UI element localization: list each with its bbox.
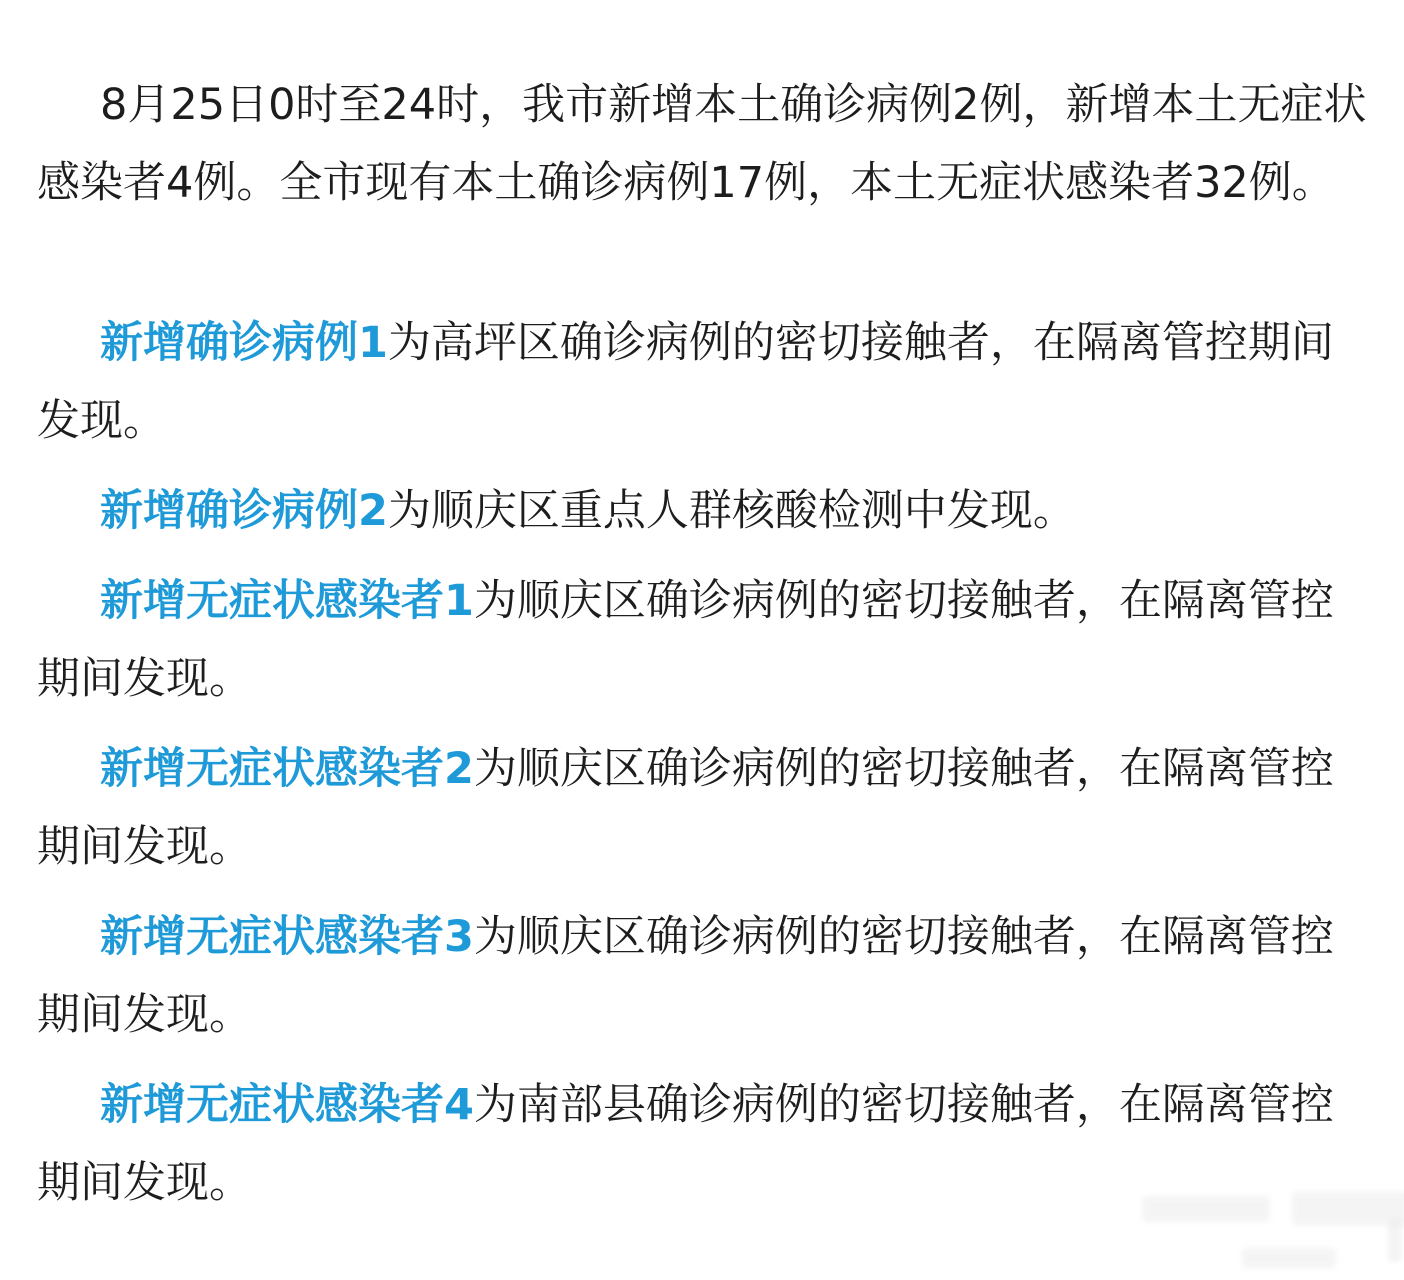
paragraph-5: 新增无症状感染者2为顺庆区确诊病例的密切接触者，在隔离管控 期间发现。	[37, 744, 1334, 872]
paragraph-4: 新增无症状感染者1为顺庆区确诊病例的密切接触者，在隔离管控 期间发现。	[37, 576, 1334, 704]
paragraph-3: 新增确诊病例2为顺庆区重点人群核酸检测中发现。	[100, 486, 1076, 536]
case-label-7: 新增无症状感染者4	[100, 1080, 474, 1130]
faint-watermark	[1242, 1248, 1336, 1268]
paragraph-1: 8月25日0时至24时，我市新增本土确诊病例2例，新增本土无症状 感染者4例。全市现有本土确诊病例17例，本土无症状感染者32例。	[37, 80, 1367, 208]
paragraph-6: 新增无症状感染者3为顺庆区确诊病例的密切接触者，在隔离管控 期间发现。	[37, 912, 1334, 1040]
paragraph-7: 新增无症状感染者4为南部县确诊病例的密切接触者，在隔离管控 期间发现。	[37, 1080, 1334, 1208]
case-label-5: 新增无症状感染者2	[100, 744, 474, 794]
paragraph-2: 新增确诊病例1为高坪区确诊病例的密切接触者，在隔离管控期间 发现。	[37, 318, 1334, 446]
case-label-2: 新增确诊病例1	[100, 318, 388, 368]
case-label-6: 新增无症状感染者3	[100, 912, 474, 962]
case-label-3: 新增确诊病例2	[100, 486, 388, 536]
case-label-4: 新增无症状感染者1	[100, 576, 474, 626]
faint-watermark	[1388, 1218, 1402, 1262]
faint-watermark	[1142, 1196, 1270, 1222]
